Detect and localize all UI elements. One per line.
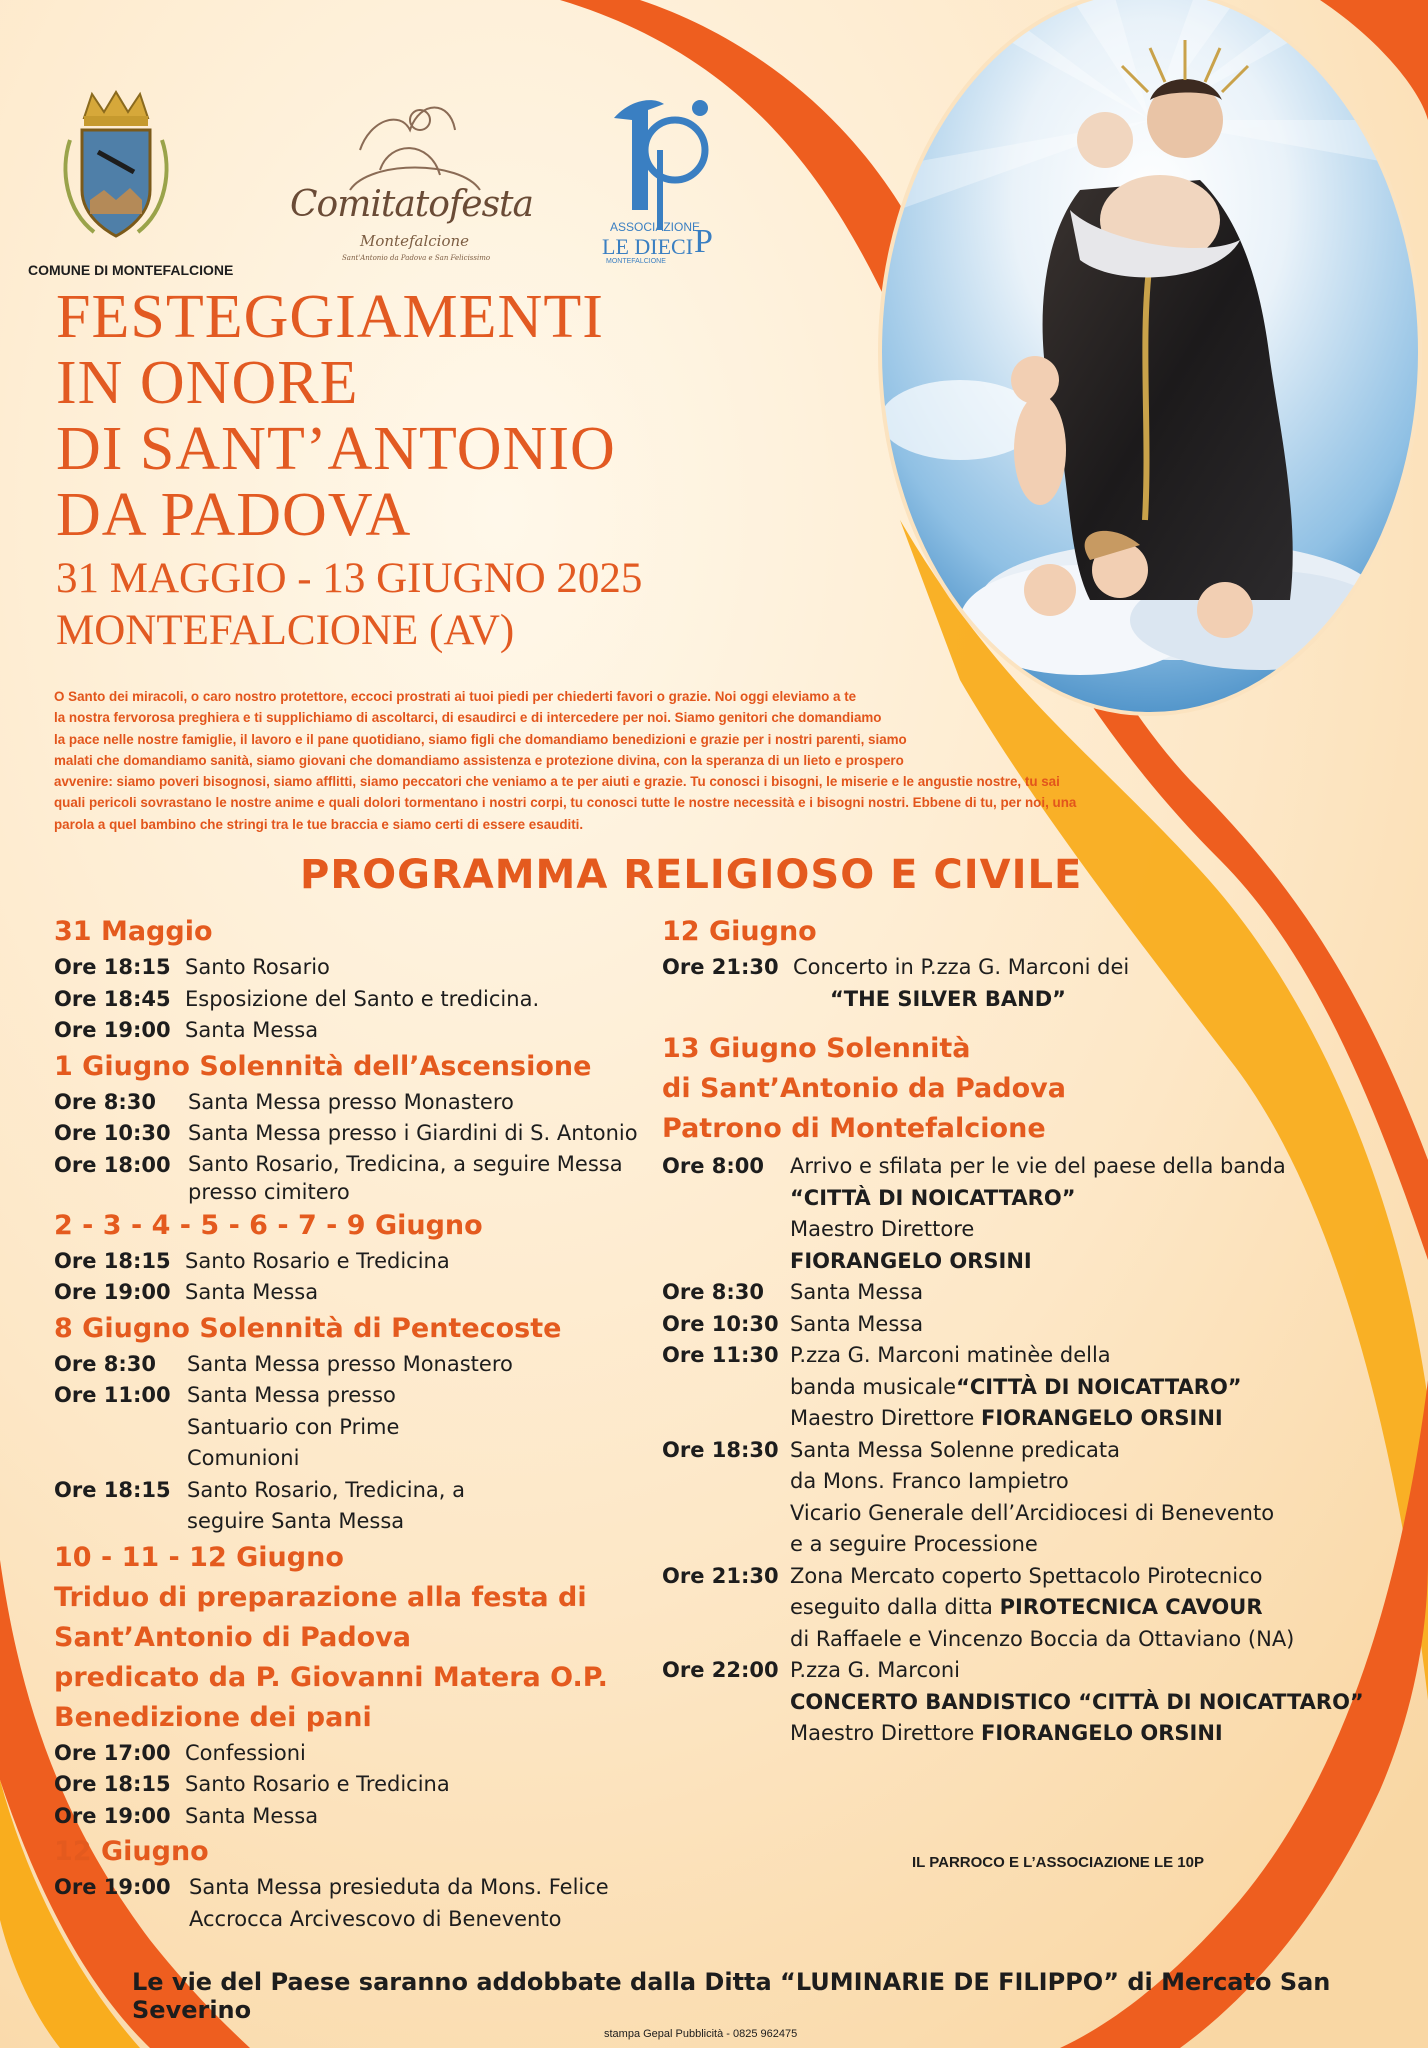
desc: Arrivo e sfilata per le vie del paese della banda <box>790 1154 1286 1178</box>
desc: Santo Rosario <box>185 955 330 979</box>
schedule-row <box>662 1687 1402 1719</box>
schedule-row <box>662 1246 1402 1278</box>
desc: FIORANGELO ORSINI <box>980 1721 1223 1745</box>
schedule-row <box>54 952 674 984</box>
schedule-row <box>662 1340 1402 1372</box>
assoc-line2: LE DIECI <box>602 234 694 259</box>
desc: Santa Messa presso Monastero <box>187 1351 513 1376</box>
time: Ore 18:00 <box>54 1152 171 1177</box>
time: Ore 19:00 <box>54 1803 171 1828</box>
time: Ore 18:15 <box>54 955 171 979</box>
schedule-row <box>662 1309 1402 1341</box>
desc <box>662 1718 1402 1750</box>
schedule-row <box>662 1561 1402 1593</box>
desc: Maestro Direttore <box>790 1721 975 1745</box>
time: Ore 21:30 <box>662 955 779 979</box>
prayer-line: quali pericoli sovrastano le nostre anime e quali dolori tormentano i nostri corpi, tu conosci tutte le nostre necessità e i bisogni nostri. Ebbene di tu, per noi, una <box>54 795 1077 811</box>
day-heading: 2 - 3 - 4 - 5 - 6 - 7 - 9 Giugno <box>54 1209 483 1241</box>
desc: P.zza G. Marconi matinèe della <box>790 1343 1111 1367</box>
assoc-line3: MONTEFALCIONE <box>606 258 666 265</box>
day-subheading: Triduo di preparazione alla festa di <box>54 1581 587 1613</box>
schedule-row <box>54 1277 674 1309</box>
prayer-line: la pace nelle nostre famiglie, il lavoro e il pane quotidiano, siamo figli che domandiamo benedizioni e grazie per i nostri parenti, siamo <box>54 731 907 747</box>
desc: Santa Messa <box>185 1803 319 1828</box>
desc: Confessioni <box>185 1740 306 1765</box>
schedule-row <box>662 1498 1402 1530</box>
event-place: MONTEFALCIONE (AV) <box>56 607 515 654</box>
desc: Santo Rosario, Tredicina, a seguire Santa Messa <box>187 1477 466 1533</box>
day-heading: 1 Giugno Solennità dell’Ascensione <box>54 1050 592 1082</box>
title-line-4: DA PADOVA <box>56 481 412 549</box>
schedule-row <box>662 952 1402 984</box>
schedule-row <box>662 1529 1402 1561</box>
desc <box>662 1403 1402 1435</box>
day-subheading: Benedizione dei pani <box>54 1701 372 1733</box>
assoc-line1: ASSOCIAZIONE <box>610 220 701 234</box>
time: Ore 19:00 <box>54 1018 171 1042</box>
desc: Santa Messa <box>185 1018 319 1042</box>
schedule-row <box>662 1403 1402 1435</box>
desc <box>662 1372 1402 1404</box>
time: Ore 19:00 <box>54 1280 171 1304</box>
program-right-column <box>662 912 1402 1750</box>
schedule-row <box>54 984 674 1016</box>
day-heading: 12 Giugno <box>54 1836 209 1867</box>
schedule-row <box>54 1150 674 1206</box>
prayer-line: avvenire: siamo poveri bisognosi, siamo afflitti, siamo peccatori che veniamo a te per aiuti e grazie. Tu conosci i bisogni, le miserie e le angustie nostre, tu sai <box>54 774 1060 790</box>
comitato-tiny: Sant'Antonio da Padova e San Felicissimo <box>342 254 491 262</box>
comune-caption: COMUNE DI MONTEFALCIONE <box>28 262 234 278</box>
time: Ore 17:00 <box>54 1740 171 1765</box>
event-dates: 31 MAGGIO - 13 GIUGNO 2025 <box>56 555 643 602</box>
time: Ore 8:30 <box>662 1280 764 1304</box>
desc: Maestro Direttore <box>790 1217 975 1241</box>
desc: Santa Messa presieduta da Mons. Felice Accrocca Arcivescovo di Benevento <box>189 1875 609 1931</box>
prayer-line: malati che domandiamo sanità, siamo giovani che domandiamo assistenza e protezione divina, con la speranza di un lieto e prospero <box>54 752 904 768</box>
desc: “CITTÀ DI NOICATTARO” <box>956 1374 1242 1399</box>
schedule-row <box>54 1872 674 1935</box>
prayer-line: O Santo dei miracoli, o caro nostro protettore, eccoci prostrati ai tuoi piedi per chiederti favori o grazie. Noi oggi eleviamo a te <box>54 689 857 704</box>
schedule-row <box>662 1624 1402 1656</box>
desc: Santo Rosario, Tredicina, a seguire Messa presso cimitero <box>188 1151 623 1204</box>
desc: Santa Messa presso Monastero <box>188 1089 514 1114</box>
schedule-row <box>54 1801 674 1833</box>
day-heading: 10 - 11 - 12 Giugno <box>54 1541 344 1573</box>
time: Ore 18:15 <box>54 1477 171 1502</box>
prayer-text <box>54 686 1204 835</box>
desc: Santa Messa <box>185 1280 319 1304</box>
desc: CONCERTO BANDISTICO “CITTÀ DI NOICATTARO” <box>790 1689 1364 1714</box>
time: Ore 22:00 <box>662 1658 779 1682</box>
desc: Maestro Direttore <box>790 1406 975 1430</box>
desc: “CITTÀ DI NOICATTARO” <box>790 1185 1076 1210</box>
program-left-column <box>54 912 674 1935</box>
day-heading: 12 Giugno <box>662 916 817 947</box>
desc: Santa Messa presso i Giardini di S. Antonio <box>188 1121 638 1145</box>
time: Ore 21:30 <box>662 1563 779 1588</box>
desc: di Raffaele e Vincenzo Boccia da Ottaviano (NA) <box>790 1626 1295 1651</box>
day-heading: di Sant’Antonio da Padova <box>662 1073 1066 1104</box>
schedule-row <box>54 1738 674 1770</box>
day-heading: 8 Giugno Solennità di Pentecoste <box>54 1312 562 1344</box>
schedule-row <box>662 1592 1402 1624</box>
printer-credit: stampa Gepal Pubblicità - 0825 962475 <box>604 2028 798 2040</box>
time: Ore 10:30 <box>54 1121 171 1145</box>
comune-logo <box>28 100 238 280</box>
schedule-row <box>662 1435 1402 1467</box>
desc: Vicario Generale dell’Arcidiocesi di Benevento <box>790 1500 1275 1525</box>
schedule-row <box>54 1015 674 1047</box>
day-heading: Patrono di Montefalcione <box>662 1113 1046 1144</box>
prayer-line: la nostra fervorosa preghiera e ti supplichiamo di ascoltarci, di esaudirci e di intercedere per noi. Siamo genitori che domandiamo <box>54 710 882 726</box>
schedule-row <box>662 1655 1402 1687</box>
desc: FIORANGELO ORSINI <box>980 1406 1223 1430</box>
day-subheading: Sant’Antonio di Padova <box>54 1621 412 1653</box>
desc: Zona Mercato coperto Spettacolo Pirotecnico <box>790 1563 1263 1588</box>
time: Ore 11:00 <box>54 1383 171 1407</box>
desc: banda musicale <box>790 1374 957 1399</box>
day-heading: 13 Giugno Solennità <box>662 1033 971 1064</box>
desc: Santa Messa presso Santuario con Prime Comunioni <box>187 1383 400 1470</box>
schedule-row <box>662 1466 1402 1498</box>
desc: FIORANGELO ORSINI <box>790 1248 1032 1273</box>
desc: Santa Messa <box>790 1311 924 1336</box>
desc: e a seguire Processione <box>790 1532 1038 1556</box>
time: Ore 18:45 <box>54 986 171 1011</box>
title-line-1: FESTEGGIAMENTI <box>56 283 604 351</box>
desc: da Mons. Franco Iampietro <box>790 1469 1069 1493</box>
desc: eseguito dalla ditta <box>790 1595 993 1619</box>
title-line-3: DI SANT’ANTONIO <box>56 415 616 483</box>
desc: Concerto in P.zza G. Marconi dei <box>793 955 1130 979</box>
schedule-row <box>54 1246 674 1278</box>
schedule-row <box>662 1277 1402 1309</box>
time: Ore 10:30 <box>662 1311 779 1336</box>
comitato-logo <box>290 96 533 276</box>
schedule-row <box>662 1151 1402 1183</box>
desc: Esposizione del Santo e tredicina. <box>185 986 540 1011</box>
time: Ore 18:15 <box>54 1772 171 1796</box>
band-name: “THE SILVER BAND” <box>830 986 1066 1011</box>
schedule-row <box>662 984 1402 1016</box>
schedule-row <box>54 1349 674 1381</box>
schedule-row <box>54 1118 674 1150</box>
schedule-row <box>54 1769 674 1801</box>
time: Ore 8:30 <box>54 1351 156 1376</box>
schedule-row <box>662 1718 1402 1750</box>
desc <box>662 1592 1402 1624</box>
poster-title <box>56 284 876 656</box>
day-heading: 31 Maggio <box>54 916 213 947</box>
title-line-2: IN ONORE <box>56 349 359 417</box>
time: Ore 8:00 <box>662 1154 764 1178</box>
comitato-script: Comitatofesta <box>290 184 533 225</box>
schedule-row <box>54 1380 674 1475</box>
program-title: PROGRAMMA RELIGIOSO E CIVILE <box>300 852 1083 898</box>
desc: Santo Rosario e Tredicina <box>185 1248 450 1273</box>
prayer-line: parola a quel bambino che stringi tra le tue braccia e siamo certi di essere esauditi. <box>54 816 584 832</box>
schedule-row <box>662 1214 1402 1246</box>
assoc-logo <box>598 92 738 272</box>
schedule-row <box>662 1372 1402 1404</box>
desc: Santa Messa <box>790 1280 924 1304</box>
time: Ore 8:30 <box>54 1089 156 1114</box>
time: Ore 18:15 <box>54 1248 171 1273</box>
time: Ore 11:30 <box>662 1343 779 1367</box>
schedule-row <box>54 1475 674 1538</box>
desc: Santo Rosario e Tredicina <box>185 1772 450 1796</box>
time: Ore 18:30 <box>662 1437 779 1462</box>
comitato-sub: Montefalcione <box>360 232 470 250</box>
day-subheading: predicato da P. Giovanni Matera O.P. <box>54 1661 608 1693</box>
desc: P.zza G. Marconi <box>790 1658 960 1682</box>
schedule-row <box>54 1087 674 1119</box>
desc: Santa Messa Solenne predicata <box>790 1437 1121 1462</box>
svg-text:P: P <box>694 223 713 260</box>
desc: PIROTECNICA CAVOUR <box>999 1595 1263 1619</box>
schedule-row <box>662 1183 1402 1215</box>
footer-note: Le vie del Paese saranno addobbate dalla Ditta “LUMINARIE DE FILIPPO” di Mercato San Severino <box>132 1968 1331 2024</box>
signature: IL PARROCO E L’ASSOCIAZIONE LE 10P <box>912 1854 1204 1871</box>
time: Ore 19:00 <box>54 1875 171 1899</box>
